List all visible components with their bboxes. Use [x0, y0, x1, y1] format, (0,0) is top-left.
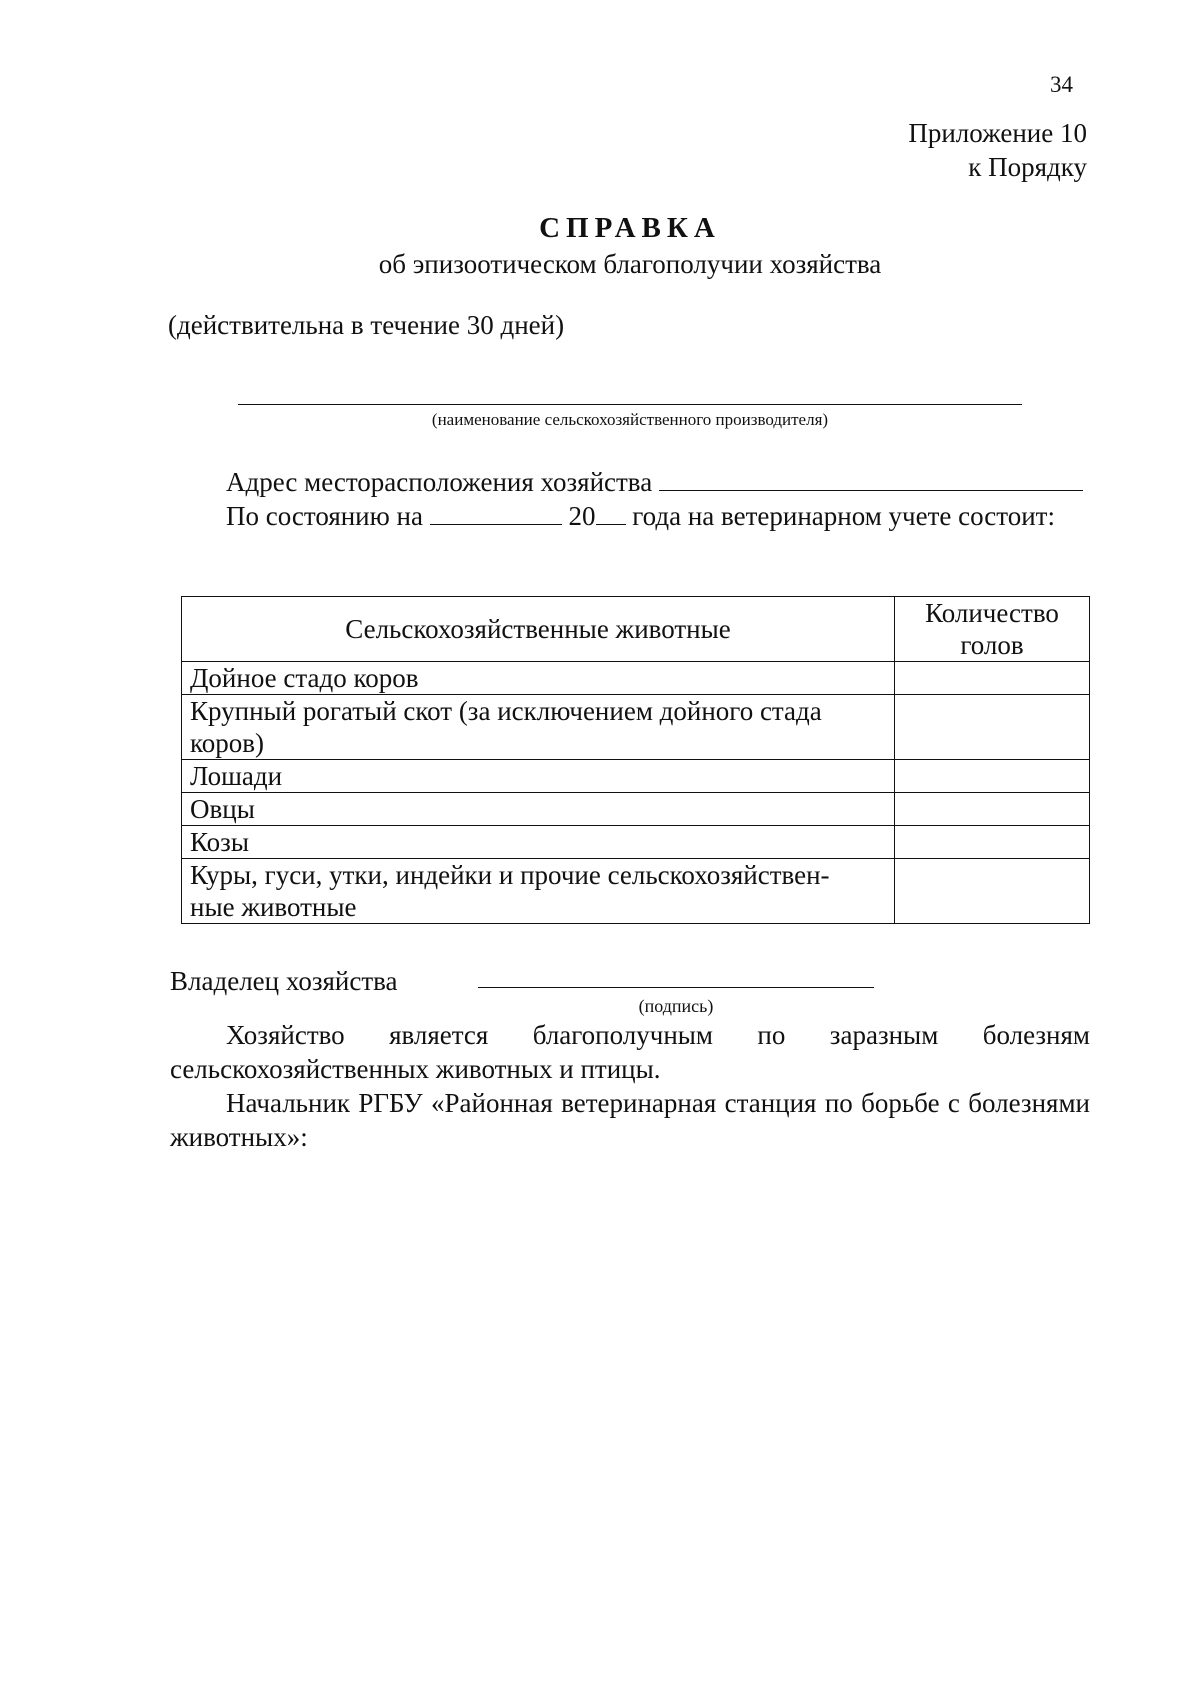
- appendix-line-1: Приложение 10: [908, 118, 1087, 148]
- wellbeing-statement: Хозяйство является благополучным по заразным болезням сельскохозяйственных животных и птицы.: [170, 1020, 1090, 1084]
- quantity-cell[interactable]: [895, 695, 1090, 760]
- owner-label: Владелец хозяйства: [170, 966, 398, 996]
- quantity-cell[interactable]: [895, 826, 1090, 859]
- owner-signature-line[interactable]: [478, 987, 874, 988]
- quantity-cell[interactable]: [895, 662, 1090, 695]
- year-blank[interactable]: [596, 500, 626, 525]
- header-quantity-line-2: голов: [960, 630, 1024, 660]
- table-row: [182, 760, 1090, 793]
- producer-name-caption: (наименование сельскохозяйственного производителя): [431, 410, 829, 429]
- quantity-cell[interactable]: [895, 859, 1090, 924]
- table-row: [182, 695, 1090, 760]
- state-row: [226, 500, 1055, 532]
- header-quantity-line-1: Количество: [925, 598, 1059, 628]
- livestock-table: [181, 596, 1090, 924]
- quantity-cell[interactable]: [895, 760, 1090, 793]
- header-quantity: [895, 597, 1090, 662]
- state-prefix: По состоянию на: [226, 501, 423, 531]
- address-row: [226, 466, 1083, 498]
- table-header-row: [182, 597, 1090, 662]
- validity-note: (действительна в течение 30 дней): [168, 310, 565, 340]
- quantity-cell[interactable]: [895, 793, 1090, 826]
- header-animals: Сельскохозяйственные животные: [182, 597, 895, 662]
- appendix-reference: [908, 116, 1087, 184]
- animal-label: Овцы: [182, 793, 895, 826]
- animal-label: Козы: [182, 826, 895, 859]
- animal-label: Крупный рогатый скот (за исключением дойного стада коров): [182, 695, 895, 760]
- producer-name-line[interactable]: [238, 404, 1022, 405]
- document-subtitle: об эпизоотическом благополучии хозяйства: [378, 249, 882, 279]
- date-blank[interactable]: [430, 500, 562, 525]
- address-blank[interactable]: [659, 466, 1083, 491]
- table-row: [182, 859, 1090, 924]
- table-row: [182, 793, 1090, 826]
- station-head-statement: Начальник РГБУ «Районная ветеринарная станция по борьбе с болезнями животных»:: [170, 1088, 1090, 1152]
- signature-caption: (подпись): [638, 996, 714, 1016]
- address-label: Адрес месторасположения хозяйства: [226, 467, 653, 497]
- animal-label: Лошади: [182, 760, 895, 793]
- document-title: СПРАВКА: [539, 212, 721, 244]
- page-number: 34: [1050, 72, 1073, 97]
- animal-label: Дойное стадо коров: [182, 662, 895, 695]
- appendix-line-2: к Порядку: [968, 152, 1087, 182]
- animal-label: Куры, гуси, утки, индейки и прочие сельскохозяйствен- ные животные: [182, 859, 895, 924]
- year-prefix: 20: [568, 501, 596, 531]
- state-suffix: года на ветеринарном учете состоит:: [632, 501, 1055, 531]
- table-row: [182, 662, 1090, 695]
- table-row: [182, 826, 1090, 859]
